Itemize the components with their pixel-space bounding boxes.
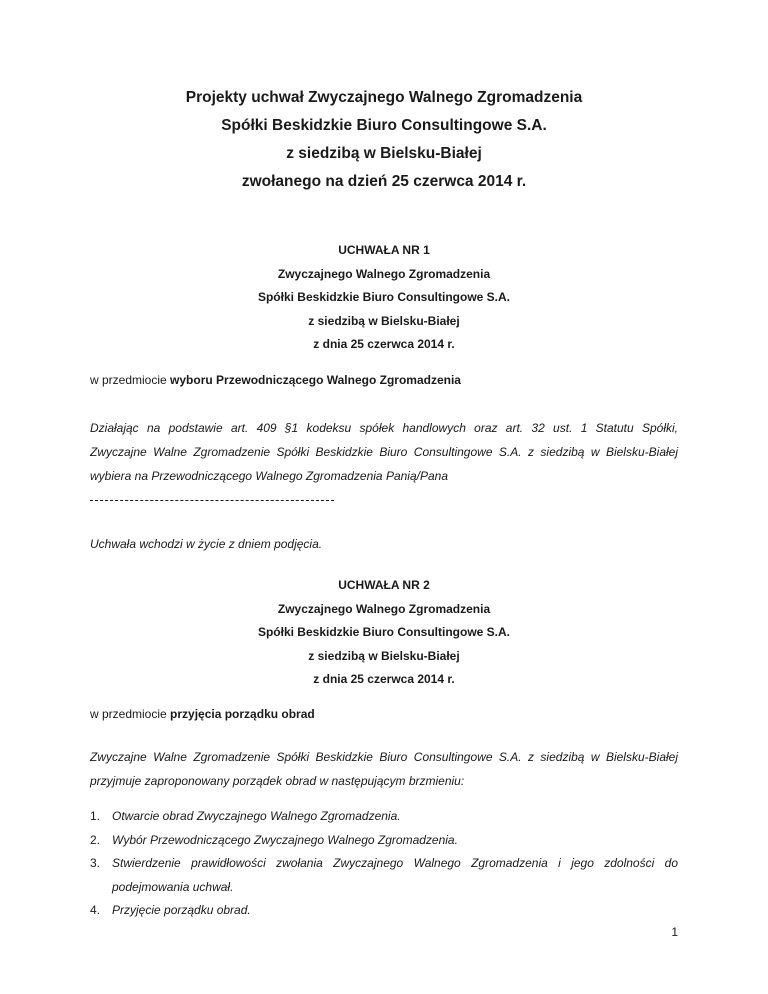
resolution-2-number: UCHWAŁA NR 2 [338, 578, 430, 592]
body-line-1: Działając na podstawie art. 409 §1 kodeksu spółek handlowych oraz art. 32 ust. 1 Statutu Spółki, [90, 421, 678, 435]
resolution-2-body [90, 745, 678, 793]
agenda-item-text: Stwierdzenie prawidłowości zwołania Zwyczajnego Walnego Zgromadzenia i jego zdolności do [112, 856, 678, 870]
resolution-1-header [0, 239, 768, 357]
title-line-4: zwołanego na dzień 25 czerwca 2014 r. [241, 173, 527, 190]
title-line-1: Projekty uchwał Zwyczajnego Walnego Zgromadzenia [185, 89, 583, 106]
subject-prefix: w przedmiocie [90, 373, 171, 387]
page-number: 1 [671, 925, 678, 939]
resolution-2-subject [90, 702, 678, 726]
agenda-item-text: Wybór Przewodniczącego Zwyczajnego Walnego Zgromadzenia. [112, 832, 458, 847]
subject-text: przyjęcia porządku obrad [170, 707, 315, 721]
agenda-item-number: 2. [90, 832, 101, 847]
resolution-1-company: Spółki Beskidzkie Biuro Consultingowe S.A. [257, 290, 511, 304]
agenda-item [90, 805, 678, 829]
title-line-2: Spółki Beskidzkie Biuro Consultingowe S.A. [221, 117, 547, 134]
agenda-item-number: 4. [90, 903, 101, 917]
resolution-1-body [90, 416, 678, 488]
resolution-2-header [0, 574, 768, 692]
agenda-item-text: Otwarcie obrad Zwyczajnego Walnego Zgromadzenia. [112, 809, 401, 823]
resolution-1-date: z dnia 25 czerwca 2014 r. [313, 337, 455, 351]
agenda-item-number: 3. [90, 856, 101, 870]
resolution-2-company: Spółki Beskidzkie Biuro Consultingowe S.A. [257, 625, 511, 639]
agenda-item-text-continued: podejmowania uchwał. [112, 879, 234, 894]
resolution-1-body-name: Zwyczajnego Walnego Zgromadzenia [277, 266, 491, 281]
body-line-2: przyjmuje zaproponowany porządek obrad w następującym brzmieniu: [90, 774, 465, 788]
body-line-3: wybiera na Przewodniczącego Walnego Zgromadzenia Panią/Pana [90, 469, 448, 483]
document-title [0, 84, 768, 196]
agenda-item-number: 1. [90, 809, 101, 823]
resolution-2-date: z dnia 25 czerwca 2014 r. [313, 672, 455, 686]
resolution-1-closing: Uchwała wchodzi w życie z dniem podjęcia. [90, 537, 323, 551]
resolution-1-subject [90, 368, 678, 392]
body-line-1: Zwyczajne Walne Zgromadzenie Spółki Beskidzkie Biuro Consultingowe S.A. z siedzibą w Bielsku-Białej [90, 750, 678, 764]
title-line-3: z siedzibą w Bielsku-Białej [286, 145, 482, 162]
agenda-item [90, 852, 678, 899]
agenda-list [90, 805, 678, 923]
resolution-1-seat: z siedzibą w Bielsku-Białej [308, 313, 460, 328]
agenda-item [90, 829, 678, 853]
agenda-item-text: Przyjęcie porządku obrad. [112, 903, 251, 917]
name-blank-line [90, 500, 334, 501]
subject-text: wyboru Przewodniczącego Walnego Zgromadzenia [170, 373, 461, 387]
resolution-1-number: UCHWAŁA NR 1 [338, 243, 430, 257]
body-line-2: Zwyczajne Walne Zgromadzenie Spółki Beskidzkie Biuro Consultingowe S.A. z siedzibą w Bielsku-Białej [90, 445, 678, 459]
subject-prefix: w przedmiocie [90, 707, 171, 721]
agenda-item [90, 899, 678, 923]
resolution-2-body-name: Zwyczajnego Walnego Zgromadzenia [277, 601, 491, 616]
resolution-2-seat: z siedzibą w Bielsku-Białej [308, 648, 460, 663]
